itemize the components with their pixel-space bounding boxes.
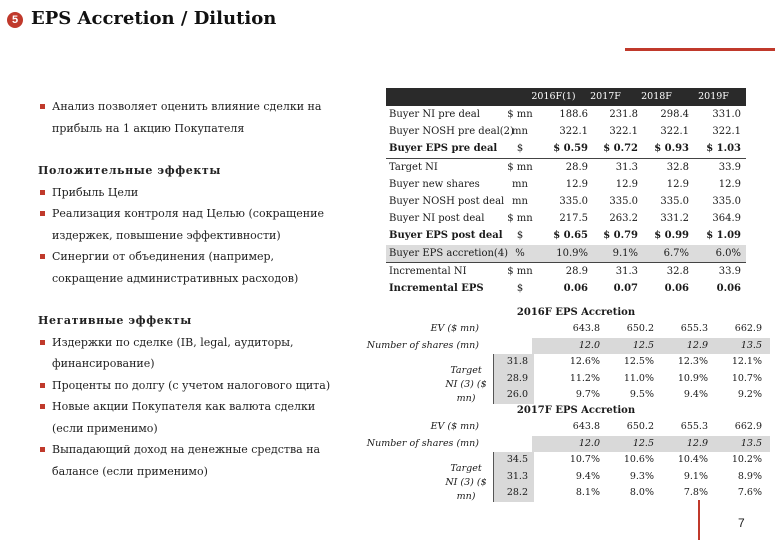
- row-value: 0.07: [613, 282, 638, 294]
- target-ni-value: 31.3: [506, 470, 528, 482]
- accretion-value: 9.4%: [575, 470, 600, 482]
- row-value: 12.9: [718, 178, 741, 190]
- row-value: 0.06: [716, 282, 741, 294]
- page-title: EPS Accretion / Dilution: [31, 8, 277, 29]
- table-row: [386, 210, 746, 227]
- accretion-table-2017: [366, 403, 766, 502]
- row-label: Buyer EPS post deal: [389, 230, 503, 242]
- year-header: 2019F: [698, 91, 729, 102]
- bullet-square-icon: [40, 104, 45, 109]
- sensitivity-row: [386, 485, 766, 502]
- bullet-line: финансирование): [52, 357, 155, 370]
- accretion-value: 9.7%: [575, 389, 600, 400]
- accretion-value: 8.9%: [737, 470, 762, 482]
- ev-label: EV ($ mn): [430, 323, 479, 334]
- accretion-value: 9.1%: [683, 470, 708, 482]
- target-ni-value: 34.5: [506, 454, 528, 465]
- bullet-square-icon: [40, 190, 45, 195]
- year-header: 2016F(1): [531, 91, 576, 102]
- accretion-value: 9.2%: [737, 389, 762, 400]
- accretion-value: 8.1%: [575, 487, 600, 498]
- section-number-badge: 5: [7, 12, 23, 28]
- accretion-title: 2016F EPS Accretion: [516, 307, 636, 318]
- row-value: 12.9: [615, 178, 638, 190]
- accretion-value: 10.7%: [731, 372, 762, 384]
- row-label: Incremental EPS: [389, 282, 484, 294]
- accretion-value: 12.3%: [677, 356, 708, 367]
- accretion-value: 9.3%: [629, 470, 654, 482]
- negative-bullet: [38, 396, 338, 439]
- row-label: Buyer NOSH post deal: [389, 195, 505, 207]
- bullet-line: издержек, повышение эффективности): [52, 228, 281, 242]
- shares-label: Number of shares (mn): [366, 437, 479, 449]
- row-label: Buyer new shares: [389, 178, 480, 190]
- shares-row: [366, 436, 766, 453]
- row-value: 6.0%: [715, 247, 741, 259]
- row-unit: $ mn: [507, 161, 533, 173]
- row-value: 33.9: [718, 265, 741, 277]
- target-ni-value: 28.9: [506, 372, 528, 384]
- row-unit: $ mn: [507, 109, 533, 120]
- accretion-value: 9.5%: [629, 389, 654, 400]
- ev-label: EV ($ mn): [430, 421, 479, 432]
- shares-value: 13.5: [740, 339, 762, 351]
- row-value: 28.9: [565, 265, 588, 277]
- row-label: Buyer NI post deal: [389, 213, 485, 225]
- row-value: $ 1.09: [706, 230, 741, 242]
- negative-effects-heading: Негативные эффекты: [38, 314, 192, 327]
- sensitivity-row: [386, 452, 766, 469]
- ev-value: 650.2: [626, 421, 654, 432]
- intro-line-2: прибыль на 1 акцию Покупателя: [52, 121, 245, 135]
- ev-value: 662.9: [734, 323, 762, 334]
- row-value: 335.0: [712, 195, 741, 207]
- row-value: $ 0.72: [603, 143, 638, 155]
- target-ni-label: Target NI (3) ($ mn): [445, 463, 487, 502]
- accent-rule: [625, 48, 775, 51]
- table-row: [386, 263, 746, 280]
- table-row: [386, 193, 746, 210]
- page-number: 7: [738, 516, 745, 530]
- row-value: 32.8: [666, 265, 689, 277]
- bullet-square-icon: [40, 447, 45, 452]
- row-unit: mn: [512, 195, 528, 207]
- bullet-line: балансе (если применимо): [52, 464, 208, 478]
- table-body: [386, 106, 746, 297]
- bullet-line: Реализация контроля над Целью (сокращение: [52, 207, 324, 220]
- row-value: 231.8: [609, 109, 638, 120]
- table-row: [386, 227, 746, 244]
- bullet-square-icon: [40, 340, 45, 345]
- sensitivity-row: [386, 354, 766, 371]
- target-ni-label: Target NI (3) ($ mn): [445, 365, 487, 404]
- left-text-column: [38, 96, 338, 482]
- bullet-line: Выпадающий доход на денежные средства на: [52, 443, 321, 456]
- row-value: 322.1: [609, 126, 638, 138]
- row-value: 335.0: [609, 195, 638, 207]
- row-value: $ 1.03: [706, 143, 741, 155]
- shares-value: 12.9: [686, 437, 708, 449]
- bullet-line: Издержки по сделке (IB, legal, аудиторы,: [52, 335, 294, 349]
- row-value: 331.0: [712, 109, 741, 120]
- row-label: Buyer EPS accretion(4): [389, 247, 509, 259]
- row-label: Buyer NI pre deal: [389, 109, 480, 120]
- table-row: [386, 280, 746, 297]
- table-header: [386, 88, 746, 106]
- row-value: 322.1: [660, 126, 689, 138]
- negative-bullet: [38, 332, 338, 375]
- sensitivity-row: [386, 469, 766, 486]
- accretion-value: 7.8%: [683, 487, 708, 498]
- table-row: [386, 159, 746, 176]
- accretion-value: 10.7%: [569, 454, 600, 465]
- accretion-title: 2017F EPS Accretion: [516, 405, 636, 416]
- ev-value: 650.2: [626, 323, 654, 334]
- table-row: [386, 106, 746, 123]
- ev-value: 643.8: [572, 421, 600, 432]
- bullet-line: сокращение административных расходов): [52, 271, 299, 285]
- row-value: 9.1%: [612, 247, 638, 259]
- row-label: Target NI: [389, 161, 438, 173]
- row-unit: $: [516, 282, 524, 294]
- row-unit: $ mn: [507, 265, 533, 277]
- year-header: 2017F: [590, 91, 621, 102]
- row-value: 263.2: [609, 213, 638, 225]
- intro-bullet: [38, 96, 338, 139]
- row-value: 0.06: [563, 282, 588, 294]
- accretion-value: 7.6%: [737, 487, 762, 498]
- accretion-value: 11.2%: [569, 372, 600, 384]
- row-label: Incremental NI: [389, 265, 467, 277]
- row-unit: $ mn: [507, 213, 533, 225]
- row-value: $ 0.99: [654, 230, 689, 242]
- accretion-value: 12.5%: [623, 356, 654, 367]
- ev-row: [386, 419, 766, 436]
- accretion-table-2016: [366, 305, 766, 404]
- positive-effects-heading: Положительные эффекты: [38, 164, 221, 177]
- positive-bullet: [38, 203, 338, 246]
- footer-accent-line: [698, 500, 700, 540]
- table-row: [386, 123, 746, 140]
- row-value: 331.2: [660, 213, 689, 225]
- target-ni-value: 28.2: [506, 487, 528, 498]
- row-value: 10.9%: [556, 247, 588, 259]
- ev-value: 643.8: [572, 323, 600, 334]
- shares-value: 12.5: [632, 437, 654, 449]
- bullet-square-icon: [40, 211, 45, 216]
- row-value: 31.3: [615, 265, 638, 277]
- row-value: 335.0: [559, 195, 588, 207]
- table-row: [386, 140, 746, 157]
- row-value: 364.9: [712, 213, 741, 225]
- row-value: $ 0.79: [603, 230, 638, 242]
- row-unit: $: [516, 230, 524, 242]
- accretion-value: 10.9%: [677, 372, 708, 384]
- row-value: 322.1: [712, 126, 741, 138]
- bullet-square-icon: [40, 383, 45, 388]
- accretion-value: 10.4%: [677, 454, 708, 465]
- year-header: 2018F: [641, 91, 672, 102]
- bullet-line: Прибыль Цели: [52, 185, 139, 199]
- target-ni-value: 26.0: [506, 389, 528, 400]
- eps-table: [386, 88, 746, 297]
- sensitivity-row: [386, 387, 766, 404]
- row-value: 6.7%: [663, 247, 689, 259]
- bullet-line: Новые акции Покупателя как валюта сделки: [52, 400, 316, 413]
- shares-row: [366, 338, 766, 355]
- bullet-square-icon: [40, 254, 45, 259]
- row-unit: mn: [512, 178, 528, 190]
- sensitivity-grid: [386, 452, 766, 502]
- row-value: $ 0.59: [553, 143, 588, 155]
- accretion-value: 12.6%: [569, 356, 600, 367]
- row-value: 28.9: [565, 161, 588, 173]
- intro-line-1: Анализ позволяет оценить влияние сделки на: [52, 100, 322, 113]
- table-row: [386, 245, 746, 262]
- bullet-square-icon: [40, 404, 45, 409]
- negative-bullet: [38, 439, 338, 482]
- row-unit: %: [515, 247, 525, 259]
- bullet-line: (если применимо): [52, 421, 158, 435]
- row-label: Buyer NOSH pre deal(2): [389, 126, 514, 138]
- sensitivity-row: [386, 371, 766, 388]
- ev-row: [386, 321, 766, 338]
- row-unit: mn: [512, 126, 528, 138]
- ev-value: 655.3: [680, 323, 708, 334]
- row-value: $ 0.65: [553, 230, 588, 242]
- accretion-value: 11.0%: [623, 372, 654, 384]
- row-value: $ 0.93: [654, 143, 689, 155]
- accretion-value: 12.1%: [731, 356, 762, 367]
- accretion-value: 9.4%: [683, 389, 708, 400]
- accretion-value: 10.2%: [731, 454, 762, 465]
- bullet-line: Проценты по долгу (с учетом налогового щита): [52, 378, 331, 392]
- row-value: 12.9: [666, 178, 689, 190]
- ev-value: 662.9: [734, 421, 762, 432]
- row-value: 298.4: [660, 109, 689, 120]
- target-ni-value: 31.8: [506, 356, 528, 367]
- row-value: 188.6: [559, 109, 588, 120]
- row-unit: $: [516, 143, 524, 155]
- row-value: 335.0: [660, 195, 689, 207]
- bullet-line: Синергии от объединения (например,: [52, 250, 275, 263]
- sensitivity-grid: [386, 354, 766, 404]
- table-row: [386, 176, 746, 193]
- accretion-value: 8.0%: [629, 487, 654, 498]
- ev-value: 655.3: [680, 421, 708, 432]
- row-value: 0.06: [664, 282, 689, 294]
- row-value: 12.9: [565, 178, 588, 190]
- positive-bullet: [38, 182, 338, 204]
- row-label: Buyer EPS pre deal: [389, 143, 498, 155]
- positive-bullet: [38, 246, 338, 289]
- shares-value: 13.5: [740, 437, 762, 449]
- row-value: 33.9: [718, 161, 741, 173]
- shares-value: 12.9: [686, 339, 708, 351]
- row-value: 217.5: [559, 213, 588, 225]
- row-value: 32.8: [666, 161, 689, 173]
- row-value: 31.3: [615, 161, 638, 173]
- negative-bullet: [38, 375, 338, 397]
- shares-value: 12.5: [632, 339, 654, 351]
- shares-label: Number of shares (mn): [366, 339, 479, 351]
- row-value: 322.1: [559, 126, 588, 138]
- shares-value: 12.0: [578, 339, 600, 351]
- accretion-value: 10.6%: [623, 454, 654, 465]
- shares-value: 12.0: [578, 437, 600, 449]
